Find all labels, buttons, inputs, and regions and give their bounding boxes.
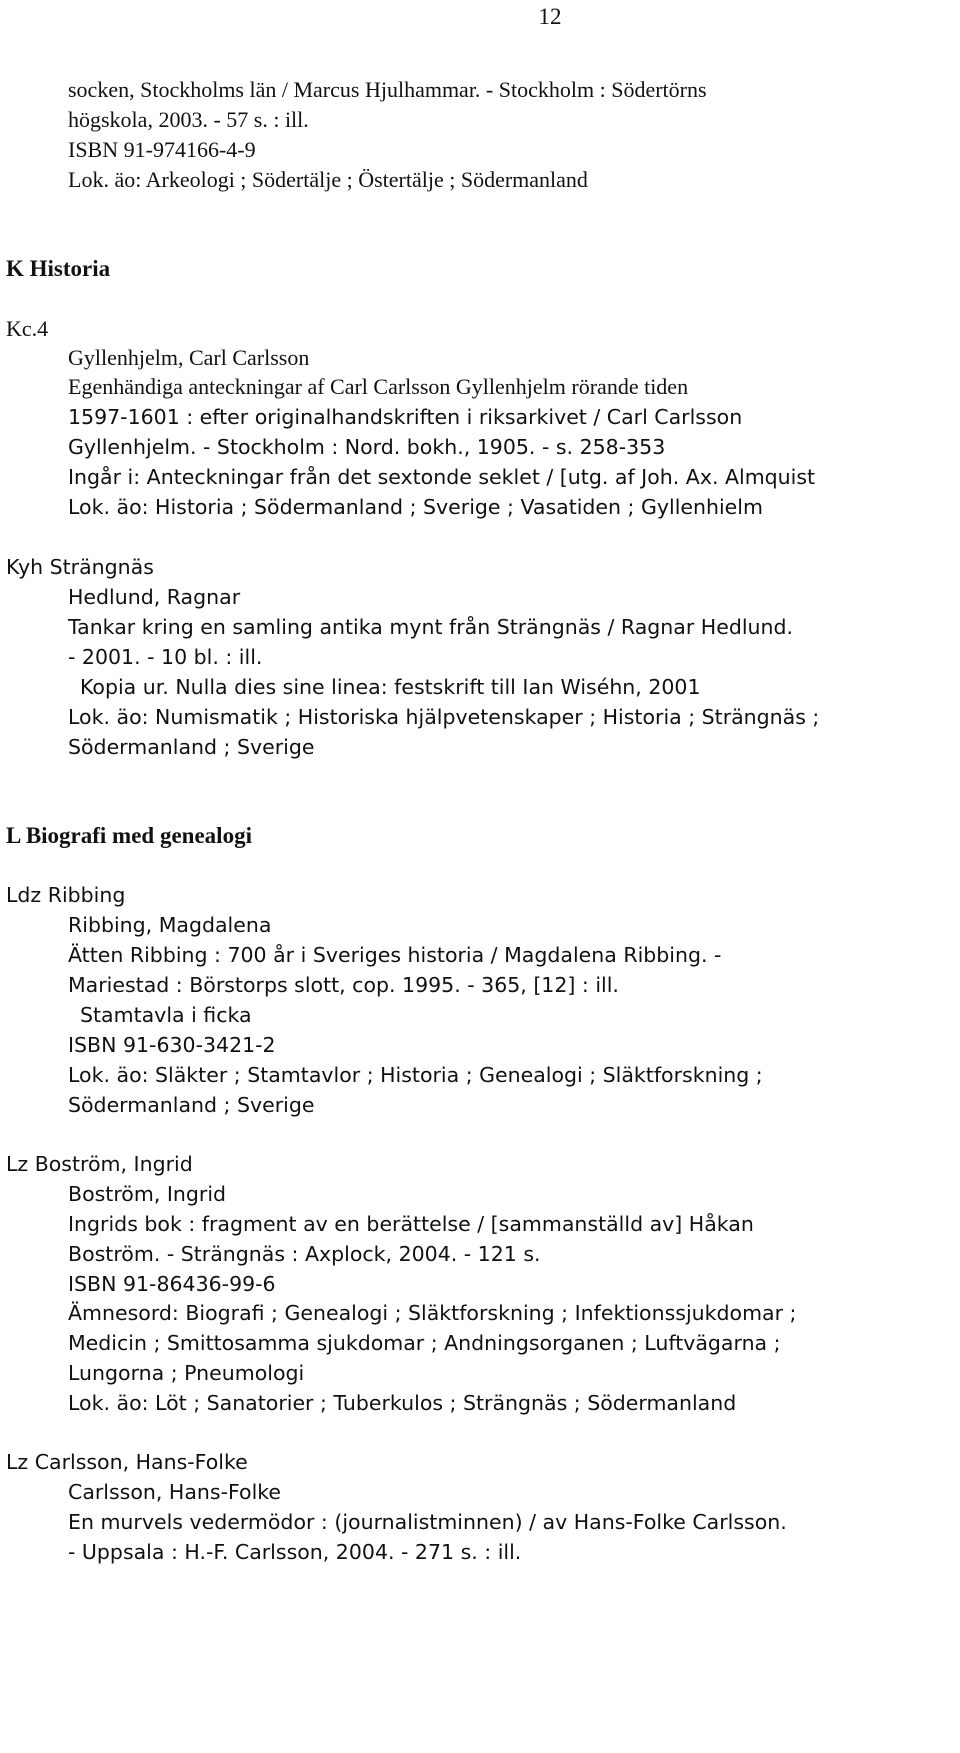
entry-line: Gyllenhjelm. - Stockholm : Nord. bokh., 1905. - s. 258-353	[68, 435, 666, 459]
section-heading-k: K Historia	[6, 256, 111, 281]
entry-line: Ämnesord: Biografi ; Genealogi ; Släktforskning ; Infektionssjukdomar ;	[68, 1301, 797, 1325]
entry-line: Lok. äo: Släkter ; Stamtavlor ; Historia ; Genealogi ; Släktforskning ;	[68, 1063, 763, 1087]
entry-line: Lungorna ; Pneumologi	[68, 1361, 305, 1385]
entry-line: Egenhändiga anteckningar af Carl Carlsson Gyllenhjelm rörande tiden	[68, 374, 689, 399]
entry-line: - Uppsala : H.-F. Carlsson, 2004. - 271 s. : ill.	[68, 1540, 522, 1564]
entry-line: Ribbing, Magdalena	[68, 913, 272, 937]
entry-line: Södermanland ; Sverige	[68, 735, 315, 759]
classification-code: Ldz Ribbing	[6, 883, 126, 907]
entry-line: ISBN 91-630-3421-2	[68, 1033, 276, 1057]
entry-line: Gyllenhjelm, Carl Carlsson	[68, 345, 310, 370]
entry-line: Södermanland ; Sverige	[68, 1093, 315, 1117]
entry-line: - 2001. - 10 bl. : ill.	[68, 645, 263, 669]
entry-line: Lok. äo: Arkeologi ; Södertälje ; Östertälje ; Södermanland	[68, 167, 588, 192]
entry-line: högskola, 2003. - 57 s. : ill.	[68, 107, 309, 132]
entry-line: Tankar kring en samling antika mynt från Strängnäs / Ragnar Hedlund.	[68, 615, 794, 639]
classification-code: Lz Carlsson, Hans-Folke	[6, 1450, 248, 1474]
entry-line: Hedlund, Ragnar	[68, 585, 241, 609]
entry-line: En murvels vedermödor : (journalistminnen) / av Hans-Folke Carlsson.	[68, 1510, 787, 1534]
classification-code: Kyh Strängnäs	[6, 555, 154, 579]
entry-line: Boström, Ingrid	[68, 1182, 227, 1206]
entry-line: Kopia ur. Nulla dies sine linea: festskrift till Ian Wiséhn, 2001	[80, 675, 701, 699]
entry-line: ISBN 91-86436-99-6	[68, 1272, 276, 1296]
entry-line: Lok. äo: Numismatik ; Historiska hjälpvetenskaper ; Historia ; Strängnäs ;	[68, 705, 820, 729]
entry-line: 1597-1601 : efter originalhandskriften i riksarkivet / Carl Carlsson	[68, 405, 743, 429]
entry-line: Medicin ; Smittosamma sjukdomar ; Andningsorganen ; Luftvägarna ;	[68, 1331, 781, 1355]
entry-line: socken, Stockholms län / Marcus Hjulhammar. - Stockholm : Södertörns	[68, 77, 707, 102]
entry-line: Carlsson, Hans-Folke	[68, 1480, 282, 1504]
entry-line: Lok. äo: Historia ; Södermanland ; Sverige ; Vasatiden ; Gyllenhielm	[68, 495, 763, 519]
entry-line: Ingrids bok : fragment av en berättelse / [sammanställd av] Håkan	[68, 1212, 754, 1236]
entry-line: Mariestad : Börstorps slott, cop. 1995. - 365, [12] : ill.	[68, 973, 619, 997]
classification-code: Kc.4	[6, 316, 49, 341]
section-heading-l: L Biografi med genealogi	[6, 823, 252, 848]
entry-line: Ingår i: Anteckningar från det sextonde seklet / [utg. af Joh. Ax. Almquist	[68, 465, 816, 489]
entry-line: ISBN 91-974166-4-9	[68, 137, 256, 162]
page-number: 12	[538, 4, 562, 29]
entry-line: Ätten Ribbing : 700 år i Sveriges historia / Magdalena Ribbing. -	[68, 943, 722, 967]
entry-line: Stamtavla i ficka	[80, 1003, 252, 1027]
classification-code: Lz Boström, Ingrid	[6, 1152, 193, 1176]
entry-line: Lok. äo: Löt ; Sanatorier ; Tuberkulos ; Strängnäs ; Södermanland	[68, 1391, 737, 1415]
entry-line: Boström. - Strängnäs : Axplock, 2004. - 121 s.	[68, 1242, 541, 1266]
